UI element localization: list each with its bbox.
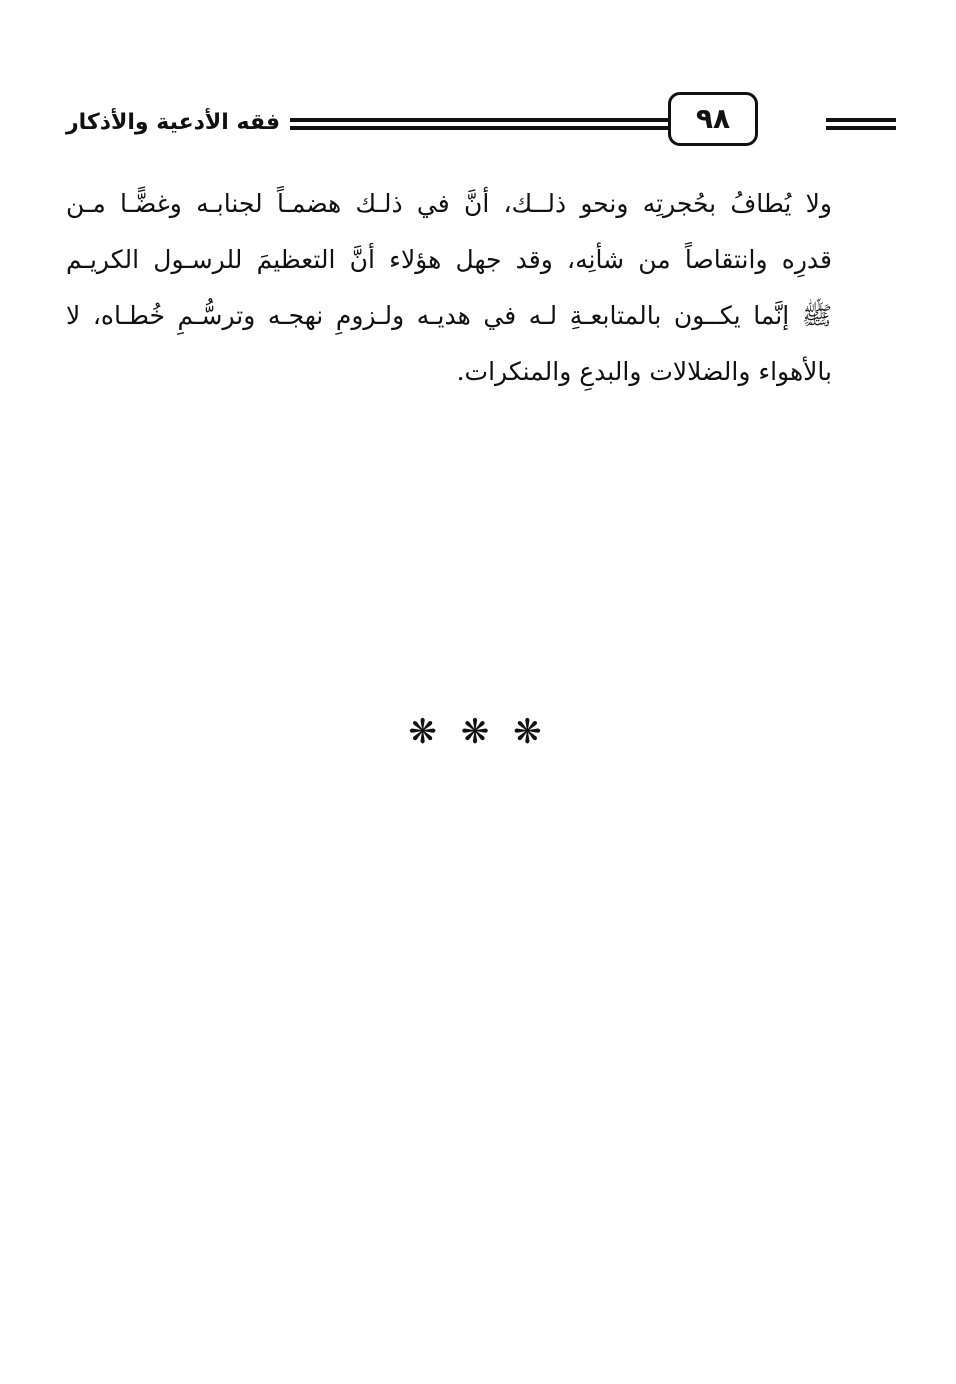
page-number: ٩٨ [695, 102, 731, 135]
body-paragraph [66, 176, 832, 400]
page-number-box [668, 92, 758, 146]
text-line: ﷺ إنَّما يكــون بالمتابعـةِ لـه في هديـه ولـزومِ نهجـه وترسُّـمِ خُطـاه، لا [66, 301, 832, 330]
section-separator: ❋ ❋ ❋ [408, 712, 548, 752]
page-header [66, 86, 832, 156]
header-rule-right-top [826, 118, 896, 122]
running-title: فقه الأدعية والأذكار [66, 110, 281, 135]
header-rule-right-bottom [826, 126, 896, 130]
text-line: قدرِه وانتقاصاً من شأنِه، وقد جهل هؤلاء أنَّ التعظيمَ للرسـول الكريـم [66, 245, 832, 274]
text-line: بالأهواء والضلالات والبدعِ والمنكرات. [456, 357, 832, 386]
text-line: ولا يُطافُ بحُجرتِه ونحو ذلــك، أنَّ في ذلـك هضمـاً لجنابـه وغضًّـا مـن [66, 189, 832, 218]
